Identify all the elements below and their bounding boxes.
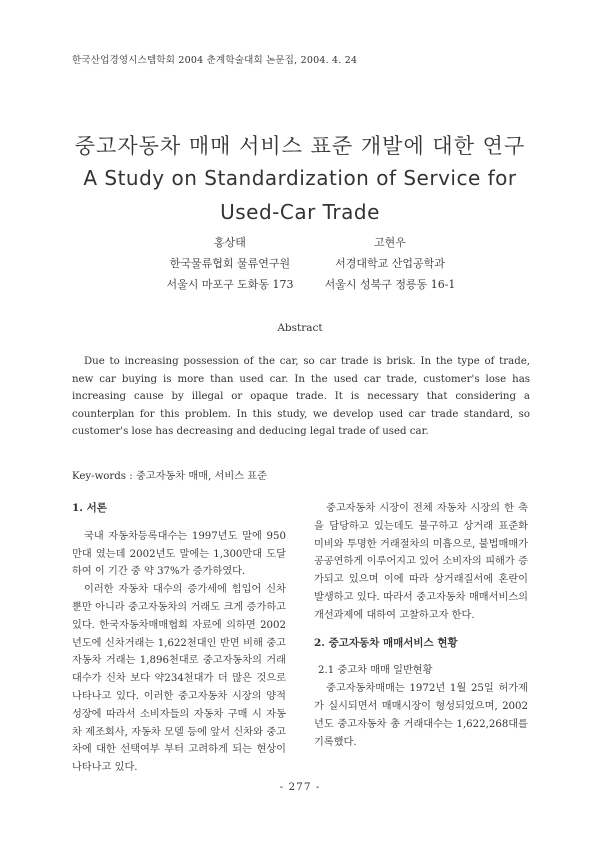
left-column: [72, 500, 286, 777]
abstract-heading: Abstract: [277, 322, 323, 334]
section-heading-introduction: 1. 서론: [72, 502, 107, 514]
paragraph: 중고자동차 시장이 전체 자동차 시장의 한 축을 담당하고 있는데도 불구하고 상거래 표준화 미비와 투명한 거래절차의 미흡으로, 불법매매가 공공연하게 이루어지고 있어 소비자의 피해가 증가되고 있으며 이에 따라 상거래질서에 혼란이 발생하고 있다. 따라서 중고자동차 매매서비스의 개선과제에 대하여 고찰하고자 한다.: [314, 503, 528, 621]
paragraph: 이러한 자동차 대수의 증가세에 힘입어 신차 뿐만 아니라 중고자동차의 거래도 크게 증가하고 있다. 한국자동차매매협회 자료에 의하면 2002년도에 신차거래는 1,622천대인 반면 비해 중고자동차 거래는 1,896천대로 중고자동차의 거래대수가 신차 보다 약234천대가 더 많은 것으로 나타나고 있다. 이러한 중고자동차 시장의 양적 성장에 따라서 소비자들의 자동차 구매 시 자동차 제조회사, 자동차 모델 등에 앞서 신차와 중고차에 대한 선택여부 부터 고려하게 되는 현상이 나타나고 있다.: [72, 584, 286, 774]
author-address: 서울시 마포구 도화동 173: [166, 278, 294, 291]
title-english-line2: Used-Car Trade: [220, 200, 380, 224]
author-address: 서울시 성북구 정릉동 16-1: [324, 278, 456, 291]
right-column: [314, 500, 528, 751]
paragraph: 국내 자동차등록대수는 1997년도 말에 950만대 였는데 2002년도 말에는 1,300만대 도달하여 이 기간 중 약 37%가 증가하였다.: [72, 530, 286, 578]
page-number: - 277 -: [279, 781, 321, 793]
author-name: 고현우: [374, 236, 406, 249]
abstract-body: Due to increasing possession of the car, so car trade is brisk. In the type of trade, new car buying is more than used car. In the used car trade, customer's lose has increasing cause by illegal or opaque trade. It is necessary that considering a counterplan for this problem. In this study, we develop used car trade standard, so customer's lose has decreasing and deducing legal trade of used car.: [72, 356, 530, 438]
paragraph: 중고자동차매매는 1972년 1월 25일 허가제가 실시되면서 매매시장이 형성되었으며, 2002년도 중고자동차 총 거래대수는 1,622,268대를 기록했다.: [314, 683, 528, 748]
subsection-heading: 2.1 중고차 매매 일반현황: [318, 665, 433, 677]
keywords: Key-words : 중고자동차 매매, 서비스 표준: [72, 471, 267, 482]
title-english-line1: A Study on Standardization of Service for: [83, 166, 517, 190]
conference-header: 한국산업경영시스템학회 2004 춘계학술대회 논문집, 2004. 4. 24: [72, 55, 358, 66]
title-korean: 중고자동차 매매 서비스 표준 개발에 대한 연구: [74, 134, 526, 158]
section-heading-status: 2. 중고자동차 매매서비스 현황: [314, 636, 458, 649]
author-affiliation: 한국물류협회 물류연구원: [169, 257, 291, 270]
author-name: 홍상태: [214, 236, 246, 249]
author-affiliation: 서경대학교 산업공학과: [335, 257, 445, 270]
author-2: [290, 232, 490, 295]
